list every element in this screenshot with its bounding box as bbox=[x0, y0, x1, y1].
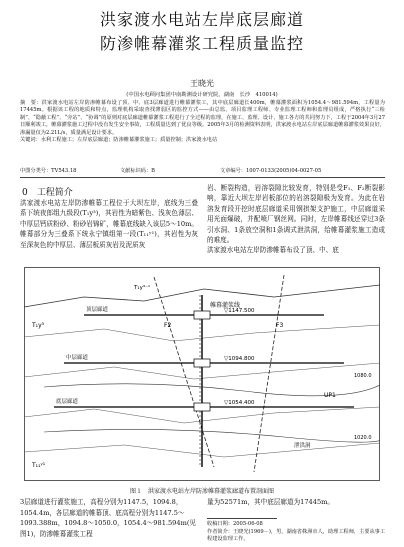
label-elev-1020: 1020.0 bbox=[354, 435, 372, 441]
body-bottom-right: 量为52571m，其中底层廊道为17445m。 bbox=[207, 498, 334, 506]
gallery-section-figure bbox=[24, 267, 380, 481]
abstract bbox=[20, 100, 385, 144]
middle-gallery-box bbox=[194, 359, 210, 367]
right-column-para2: 洪家渡水电站左岸防渗帷幕布设了顶、中、底 bbox=[207, 246, 339, 255]
document-code: 文献标识码：B bbox=[120, 168, 155, 174]
author-affiliation: (中国水电顾问集团中南勘测设计研究院，湖南 长沙 410014) bbox=[126, 92, 278, 98]
right-column-text bbox=[207, 183, 385, 256]
label-elev-1094: ▽1094.800 bbox=[224, 356, 255, 362]
paper-title-line1: 洪家渡水电站左岸底层廊道 bbox=[99, 10, 304, 29]
bottom-gallery-box bbox=[194, 403, 210, 411]
author-name: 王晓光 bbox=[190, 79, 214, 88]
label-gallery-mid: 中层廊道 bbox=[66, 355, 89, 361]
header-divider bbox=[20, 177, 385, 178]
label-fault-f3: F3 bbox=[276, 322, 284, 329]
abstract-text: 摘 要：洪家渡水电站左岸防渗帷幕布设了顶、中、底3层廊道进行帷幕灌浆工，其中底层廊道长400m，帷幕灌浆面积为1054.4～981.594m，工程量为17445m。根据该工程的地质和特点，监理机构采取查找薄弱区的监控方式——由总监、项目监理工程师、专业监理工程师和监理员组成，严格执行“三检制”、“隐蔽工程”、“旁站”、“协调”的原则对底层廊道帷幕灌浆工程进行了全过程的监理，在施工、监理、设计、施工各方的共同努力下，工程于2004年3月27日顺利竣工，帷幕灌浆施工过程中没有发生安全事故，工程质量达到了优良等级。2005年3月的检测资料表明，洪家渡水电站左岸底层廊道帷幕灌浆效果良好，渗漏量仅为2.21L/s，质量满足设计要求。 bbox=[20, 100, 385, 136]
footnote-received: 收稿日期：2005-06-08 bbox=[207, 521, 263, 527]
footnote-divider bbox=[207, 518, 277, 519]
label-grout-curtain: 帷幕灌浆线 bbox=[210, 302, 241, 309]
figure-caption: 图１ 洪家渡水电站左岸防渗帷幕灌浆廊道布置剖面图 bbox=[129, 488, 274, 495]
paper-title-line2: 防渗帷幕灌浆工程质量监控 bbox=[99, 34, 304, 53]
body-bottom-left: 3层廊道进行灌浆施工，高程分别为1147.5，1094.8，1054.4m，各层廊道的帷幕顶、底高程分别为1147.5～1093.388m，1094.8～1050.0，1054.4～981.594m(见图1)，防渗帷幕灌浆工程 bbox=[20, 498, 196, 538]
label-elev-1080: 1080.0 bbox=[354, 373, 372, 379]
label-fault-f2: F2 bbox=[164, 322, 172, 329]
clc-number: 中图分类号：TV543.18 bbox=[20, 168, 77, 174]
label-spillway: 泄洪洞 bbox=[294, 443, 311, 449]
spillway-tunnel-line bbox=[44, 429, 380, 442]
label-left-tag: T₁y³ bbox=[32, 322, 45, 329]
label-tunnel: T₁y³⁻¹ bbox=[134, 285, 151, 291]
footnote-author: 作者简介：王晓光(1969－)，男，湖南省株洲市人，助理工程师，主要从事工程建设监理工作。 bbox=[207, 529, 386, 542]
top-gallery-box bbox=[194, 311, 210, 319]
label-up-tag: UP1 bbox=[324, 392, 336, 399]
left-column-text: 洪家渡水电站左岸防渗帷幕工程位于大坝左岸，底线为三叠系下统夜郎组九级段(T₁y³)，其岩性为暗紫色、浅灰色薄层、中厚层钙质粉砂、粉砂岩锦矿，帷幕底线缺入该层5～10m。帷幕部分为三叠系下统永宁镇组第一段(T₁₁ʸ¹)，其岩性为灰至深灰色的中厚层、薄层板质灰岩及泥质灰 bbox=[20, 199, 198, 249]
label-gallery-top: 顶层廊道 bbox=[86, 307, 109, 313]
fault-line-f2 bbox=[154, 277, 214, 467]
section-heading: 0 工程简介 bbox=[22, 188, 73, 198]
article-number: 文章编号：1007-0133(2005)04-0027-05 bbox=[220, 168, 322, 174]
label-lower-left-tag: T₁₁ʸ¹ bbox=[32, 462, 46, 469]
label-elev-1054: ▽1054.400 bbox=[224, 400, 255, 406]
keywords: 关键词：水利工程施工；左岸底层廊道；防渗帷幕灌浆施工；质量控制；洪家渡水电站 bbox=[20, 137, 218, 144]
label-elev-1147: ▽1147.500 bbox=[224, 308, 255, 314]
label-gallery-bottom: 底层廊道 bbox=[56, 399, 79, 405]
right-column-para1: 岩、断裂构造，岩溶裂隙比较发育，特别是受F₁、F₂断裂影响，靠近大坝左岸岩板部位的岩溶裂隙极为发育。为此在岩溶发育段开挖时底层廊道采用钢拱架支护施工，中层廊道采用光面爆破，并配喷厂钢丝网。同时，左岸帷幕线还穿过3条引水洞、1条放空洞和1条调式泄洪洞，给帷幕灌浆施工造成的难度。 bbox=[207, 184, 385, 245]
